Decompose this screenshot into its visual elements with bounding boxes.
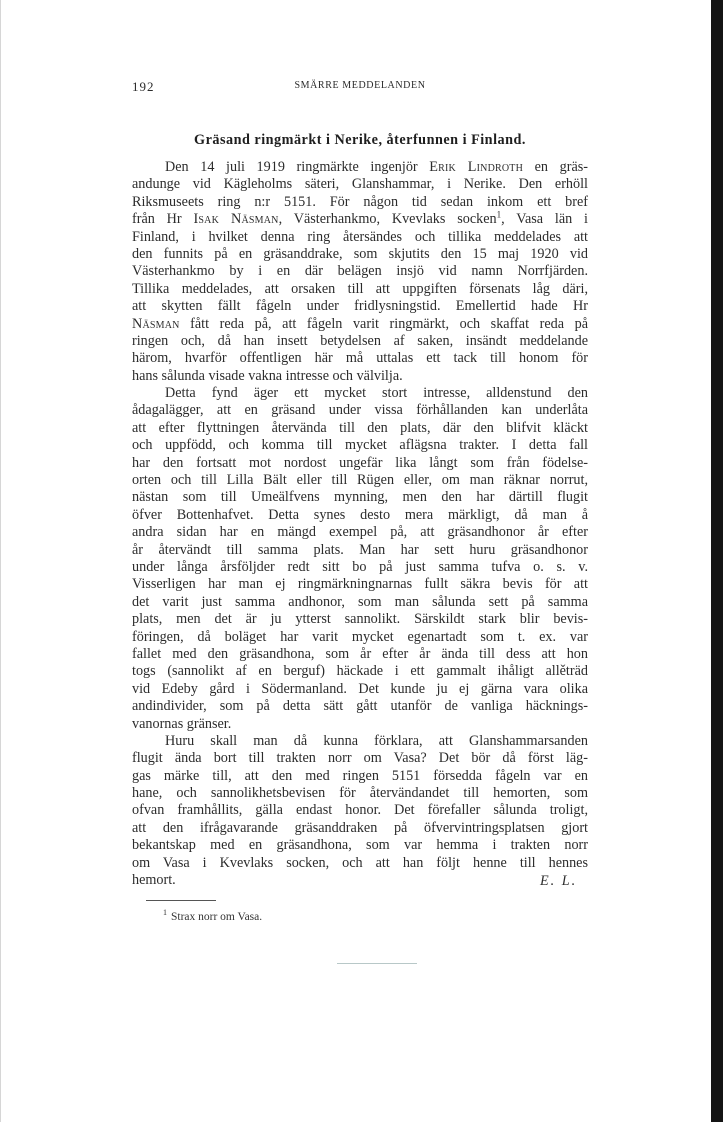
text-line (132, 542, 588, 559)
text-line (132, 211, 588, 228)
text-line (132, 768, 588, 785)
text-line (132, 368, 588, 385)
text-run: Finland, i hvilket denna ring återsändes och tillika meddelades att (132, 228, 588, 245)
text-line (132, 246, 588, 263)
text-line (132, 524, 588, 541)
text-run: bekantskap med en gräsandhona, som var hemma i trakten norr (132, 837, 588, 854)
text-run: den funnits på en gräsanddrake, som skjutits den 15 maj 1920 vid (132, 245, 588, 262)
text-run: Västerhankmo by i en där belägen insjö vid namn Norrfjärden. (132, 263, 588, 280)
text-line (132, 194, 588, 211)
text-line (132, 663, 588, 680)
text-run: och uppfödd, och komma till mycket aflägsna trakter. I detta fall (132, 437, 588, 454)
footnote-mark: 1 (163, 908, 167, 917)
text-run: gas märke till, att den med ringen 5151 försedda fågeln var en (132, 767, 588, 784)
text-line (132, 559, 588, 576)
text-line (132, 472, 588, 489)
text-run: hemort. (132, 872, 176, 889)
text-line (132, 837, 588, 854)
text-run: Den 14 juli 1919 ringmärkte ingenjör (165, 159, 430, 175)
text-run: andunge vid Kägleholms säteri, Glanshammar, i Nerike. Den erhöll (132, 176, 588, 193)
text-run: det varit just samma andhonor, som man sålunda sett på samma (132, 593, 588, 610)
text-line (132, 594, 588, 611)
footnote (163, 908, 262, 923)
text-line (132, 629, 588, 646)
text-line (132, 455, 588, 472)
text-line (132, 263, 588, 280)
text-run: , Västerhankmo, Kvevlaks socken (278, 211, 497, 228)
text-line (132, 489, 588, 506)
footnote-rule (146, 900, 216, 901)
text-line (132, 716, 588, 733)
text-run: Huru skall man då kunna förklara, att Glanshammarsanden (165, 732, 588, 749)
article-body (132, 159, 588, 889)
text-run: andindivider, som på detta sätt gått utanför de vanliga häcknings- (132, 698, 588, 715)
page-number: 192 (132, 79, 155, 94)
author-signature: E. L. (540, 873, 578, 889)
text-run: Visserligen har man ej ringmärkningnarnas fullt säkra bevis för att (132, 576, 588, 593)
text-line (132, 750, 588, 767)
text-run: härom, hvarför offentligen här må uttalas ett tack till honom för (132, 350, 588, 367)
text-line (132, 576, 588, 593)
text-run: , Vasa län i (501, 211, 588, 228)
text-run: hane, och sannolikhetsbevisen för återvändandet till hemorten, som (132, 785, 588, 802)
text-line (132, 855, 588, 872)
person-name: Näsman (132, 315, 180, 332)
page-header (132, 79, 588, 97)
text-line (132, 437, 588, 454)
text-line (132, 733, 588, 750)
text-run: att skytten fällt fågeln under fridlysningstid. Emellertid hade Hr (132, 298, 588, 315)
text-line (132, 785, 588, 802)
text-run: en gräs- (523, 159, 588, 175)
text-run: från Hr (132, 211, 194, 228)
text-line (132, 333, 588, 350)
text-line (132, 350, 588, 367)
text-line (132, 402, 588, 419)
text-run: ringen och, då han insett betydelsen af saken, insändt meddelande (132, 332, 588, 349)
text-line (132, 820, 588, 837)
text-line (132, 229, 588, 246)
text-line (132, 159, 588, 176)
text-line (132, 298, 588, 315)
text-line (132, 281, 588, 298)
text-run: att efter flyttningen återvända till den plats, där den blifvit kläckt (132, 419, 588, 436)
decorative-rule (337, 963, 417, 964)
person-name: Isak Näsman (193, 211, 279, 228)
text-run: om Vasa i Kvevlaks socken, och att han följt henne till hennes (132, 854, 588, 871)
text-run: flugit ända bort till trakten norr om Vasa? Det bör då först läg- (132, 750, 588, 767)
text-run: hans sålunda visade vakna intresse och välvilja. (132, 367, 403, 384)
text-run: öfver Bottenhafvet. Detta synes desto mera märkligt, då man å (132, 506, 588, 523)
text-run: plats, men det är ju ytterst sannolikt. Särskildt stark blir bevis- (132, 611, 588, 628)
text-run: har den fortsatt mot nordost ungefär lika långt som från födelse- (132, 454, 588, 471)
text-line (132, 316, 588, 333)
text-run: Detta fynd äger ett mycket stort intresse, alldenstund den (165, 385, 588, 402)
text-run: fått reda på, att fågeln varit ringmärkt, och skaffat reda på (179, 315, 588, 332)
footnote-reference: 1 (496, 209, 502, 220)
text-run: andra sidan har en mängd exempel på, att gräsandhonor år efter (132, 524, 588, 541)
text-run: vanornas gränser. (132, 715, 232, 732)
text-run: nästan som till Umeälfvens mynning, men den har därtill flugit (132, 489, 588, 506)
text-run: vid Edeby gård i Södermanland. Det kunde ju ej gärna vara olika (132, 680, 588, 697)
text-line (132, 802, 588, 819)
text-run: under långa årsföljder redt sitt bo på just samma tufva o. s. v. (132, 558, 588, 575)
text-line (132, 176, 588, 193)
text-run: att den ifrågavarande gräsanddraken på öfvervintringsplatsen gjort (132, 819, 588, 836)
text-run: ådagalägger, att en gräsand under vissa förhållanden kan underlåta (132, 402, 588, 419)
text-line (132, 611, 588, 628)
text-line (132, 385, 588, 402)
text-run: Tillika meddelades, att orsaken till att uppgiften försenats låg däri, (132, 280, 588, 297)
text-run: togs (sannolikt af en berguf) häckade i ett gammalt ihåligt allěträd (132, 663, 588, 680)
footnote-text: Strax norr om Vasa. (171, 910, 263, 923)
text-line (132, 420, 588, 437)
text-line (132, 507, 588, 524)
text-line (132, 698, 588, 715)
text-run: orten och till Lilla Bält eller till Rügen eller, om man räknar norrut, (132, 472, 588, 489)
text-run: föringen, då boläget har varit mycket egenartadt som t. ex. var (132, 628, 588, 645)
text-run: Riksmuseets ring n:r 5151. För någon tid sedan inkom ett bref (132, 193, 588, 210)
text-run: ofvan framhållits, gälla endast honor. Det förefaller sålunda troligt, (132, 802, 588, 819)
text-line (132, 681, 588, 698)
text-line (132, 872, 588, 889)
text-line (132, 646, 588, 663)
person-name: Erik Lindroth (429, 159, 524, 175)
article-title: Gräsand ringmärkt i Nerike, återfunnen i Finland. (194, 132, 526, 148)
text-run: fallet med den gräsandhona, som år efter år ända till dess att hon (132, 645, 588, 662)
running-head: SMÄRRE MEDDELANDEN (294, 80, 426, 91)
text-run: år återvändt till samma plats. Man har sett huru gräsandhonor (132, 541, 588, 558)
